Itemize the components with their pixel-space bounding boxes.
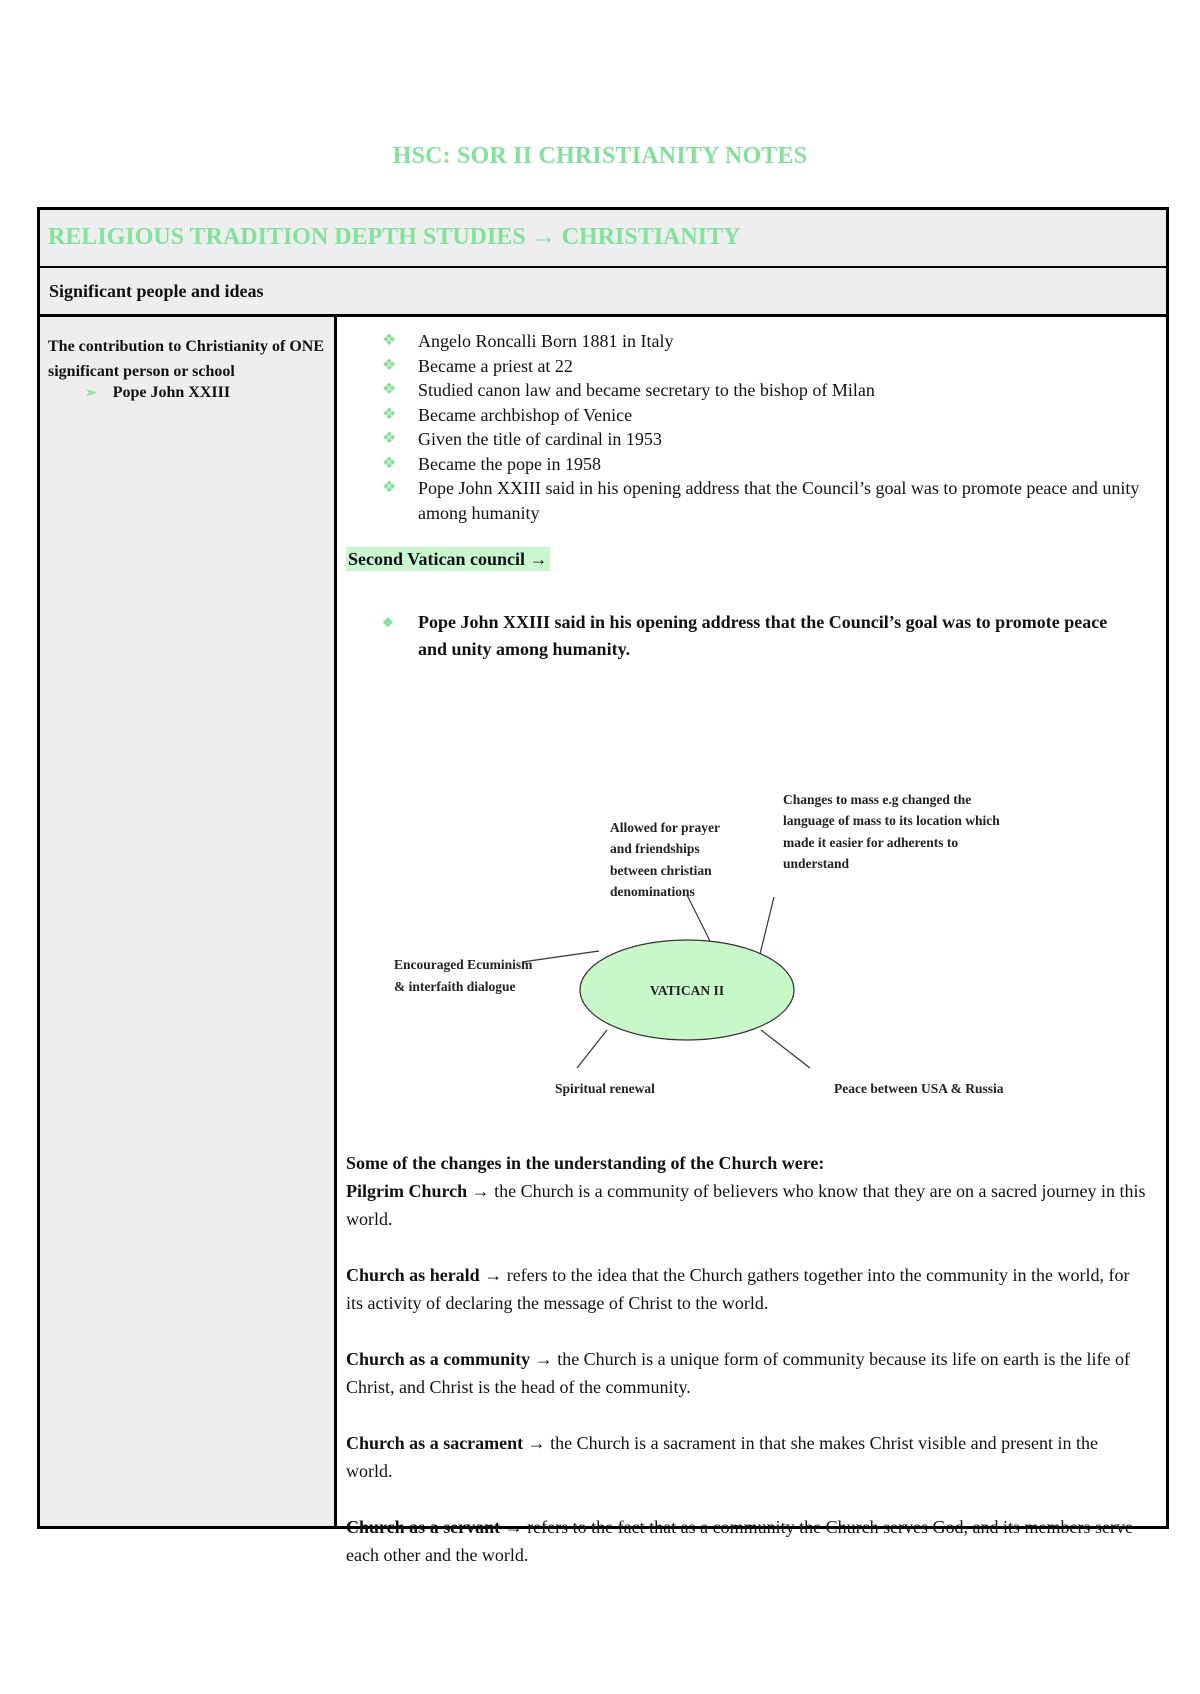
renewal-label: Spiritual renewal [555, 1081, 655, 1096]
connector-line [761, 1030, 810, 1068]
connector-line [522, 951, 599, 962]
change-description: refers to the fact that as a community the Church serves God, and its members serve each other and the world. [346, 1517, 1133, 1565]
connector-line [577, 1030, 607, 1068]
list-item [346, 1513, 1146, 1569]
list-item-text: Became archbishop of Venice [418, 404, 633, 425]
mass-label-line: language of mass to its location which [783, 813, 1000, 828]
change-description: the Church is a sacrament in that she makes Christ visible and present in the world. [346, 1433, 1099, 1481]
list-item-text: Studied canon law and became secretary to the bishop of Milan [418, 380, 875, 400]
arrow-icon: → [504, 1517, 523, 1537]
diamond-bullet-icon: ❖ [382, 615, 394, 630]
arrow-icon: → [527, 1433, 546, 1453]
list-item [346, 1429, 1146, 1485]
diamond-bullet-icon: ❖ [382, 454, 397, 472]
change-term: Church as a servant [346, 1517, 501, 1537]
content-column [337, 317, 1166, 1565]
connector-line [687, 895, 710, 941]
vatican-ii-label: VATICAN II [649, 983, 725, 998]
topic-description: The contribution to Christianity of ONE significant person or school [48, 338, 325, 380]
change-description: the Church is a unique form of community because its life on earth is the life of Christ, and Christ is the head of the community. [346, 1349, 1131, 1397]
prayer-label-line: between christian [610, 863, 712, 878]
mass-label-line: understand [783, 856, 850, 871]
change-term: Church as a community [346, 1349, 531, 1369]
topic-column [40, 317, 337, 1526]
changes-heading: Some of the changes in the understanding of the Church were: [346, 1153, 825, 1173]
list-item-text: Angelo Roncalli Born 1881 in Italy [418, 331, 674, 351]
connector-line [760, 897, 774, 954]
list-item-text: Pope John XXIII said in his opening address that the Council’s goal was to promote peace and unity among humanity [418, 478, 1140, 523]
change-term: Church as herald [346, 1265, 480, 1285]
church-changes-section [346, 1149, 1146, 1597]
list-item [346, 1261, 1146, 1317]
list-item [346, 1177, 1146, 1233]
peace-label: Peace between USA & Russia [834, 1081, 1004, 1096]
topic-sub-item-label: Pope John XXIII [112, 384, 231, 401]
change-term: Pilgrim Church [346, 1181, 468, 1201]
prayer-label-line: denominations [610, 884, 695, 899]
list-item [346, 1345, 1146, 1401]
ecumenism-label-line: Encouraged Ecuminism [394, 957, 533, 972]
topic-sub-item [85, 384, 230, 402]
mass-label-line: made it easier for adherents to [783, 835, 959, 850]
table-subheader-text: Significant people and ideas [49, 281, 264, 301]
arrow-icon: → [471, 1181, 490, 1201]
diamond-bullet-icon: ❖ [382, 405, 397, 423]
table-header-row [40, 210, 1166, 268]
diamond-bullet-icon: ❖ [382, 479, 397, 496]
ecumenism-label-line: & interfaith dialogue [394, 979, 516, 994]
table-header-title: RELIGIOUS TRADITION DEPTH STUDIES → CHRISTIANITY [48, 224, 741, 250]
diamond-bullet-icon: ❖ [382, 332, 397, 349]
prayer-label-line: Allowed for prayer [610, 820, 720, 835]
arrow-icon: → [484, 1265, 503, 1285]
list-item-text: Given the title of cardinal in 1953 [418, 429, 662, 449]
notes-table [37, 207, 1169, 1565]
change-description: refers to the idea that the Church gathers together into the community in the world, for its activity of declaring the message of Christ to the world. [346, 1265, 1130, 1313]
mass-label-line: Changes to mass e.g changed the [783, 792, 972, 807]
change-term: Church as a sacrament [346, 1433, 524, 1453]
council-goal-text: Pope John XXIII said in his opening address that the Council’s goal was to promote peace and unity among humanity. [418, 612, 1108, 659]
arrow-icon: → [534, 1349, 553, 1369]
vatican-council-heading: Second Vatican council → [348, 549, 548, 569]
diamond-bullet-icon: ❖ [382, 381, 397, 398]
list-item-text: Became the pope in 1958 [418, 453, 601, 474]
arrow-bullet-icon: ➢ [85, 385, 97, 401]
change-description: the Church is a community of believers who know that they are on a sacred journey in this world. [346, 1181, 1146, 1229]
table-subheader-row [40, 268, 1166, 317]
document-title: HSC: SOR II CHRISTIANITY NOTES [392, 143, 808, 169]
diamond-bullet-icon: ❖ [382, 430, 397, 447]
list-item-text: Became a priest at 22 [418, 355, 573, 376]
prayer-label-line: and friendships [610, 841, 700, 856]
diamond-bullet-icon: ❖ [382, 356, 397, 374]
